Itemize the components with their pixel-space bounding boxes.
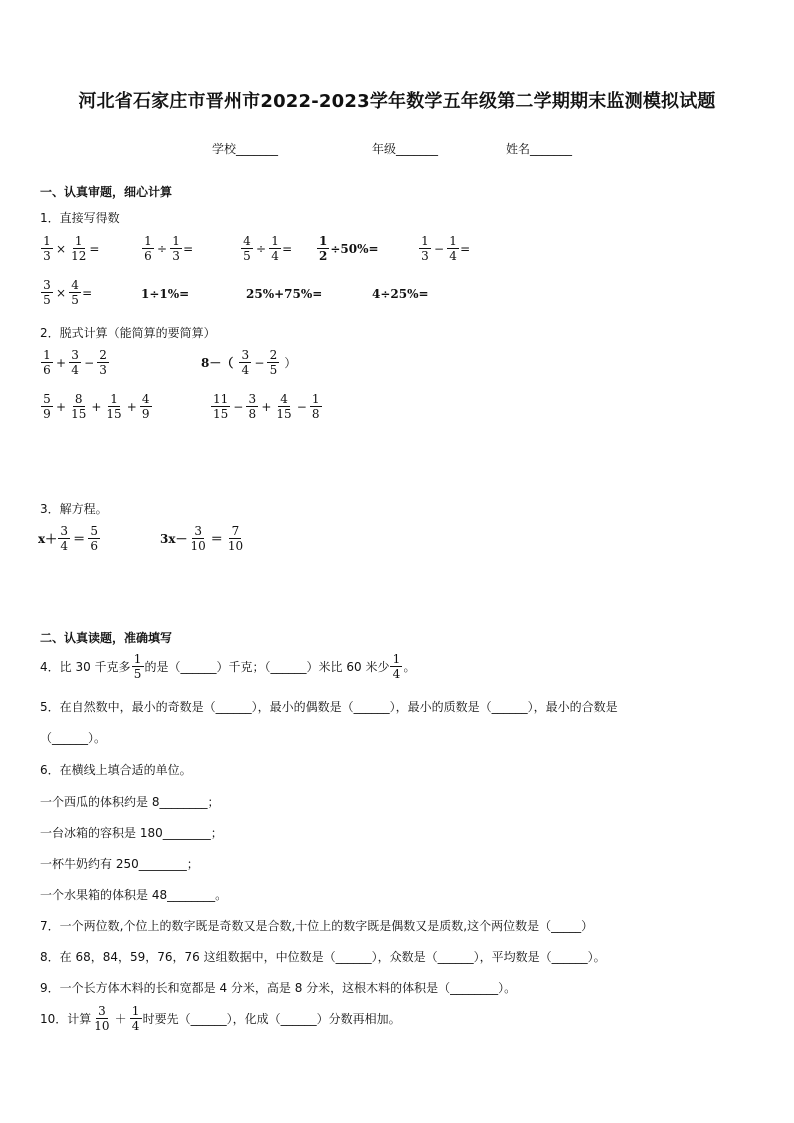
numerator: 1: [108, 392, 120, 407]
name-label: 姓名: [506, 142, 531, 156]
grade-field: [372, 140, 438, 157]
fraction: [140, 392, 152, 421]
plus-sign: +: [91, 399, 102, 414]
q10-text-2: 时要先（______），化成（______）分数再相加。: [142, 1012, 401, 1026]
numerator: 4: [278, 392, 290, 407]
numerator: 1: [419, 234, 431, 249]
q1-item-9: 4÷25%=: [372, 287, 429, 301]
fraction: [226, 524, 245, 553]
denominator: 4: [449, 249, 457, 263]
operator: −: [434, 241, 445, 256]
denominator: 12: [71, 249, 87, 263]
grade-label: 年级: [372, 142, 397, 156]
numerator: 2: [267, 348, 279, 363]
close-paren: ）: [284, 356, 297, 370]
name-blank: _______: [530, 142, 573, 156]
denominator: 5: [133, 667, 142, 681]
fraction: [132, 652, 144, 681]
fraction: [241, 234, 253, 263]
plus-sign: +: [56, 355, 67, 370]
denominator: 5: [43, 293, 51, 307]
operator: ×: [56, 241, 67, 256]
fraction: [189, 524, 208, 553]
numerator: 4: [140, 392, 152, 407]
equals: =: [460, 241, 471, 256]
equals: =: [282, 241, 293, 256]
fraction: [104, 392, 123, 421]
denominator: 15: [106, 407, 122, 421]
numerator: 7: [229, 524, 241, 539]
fraction: [310, 392, 322, 421]
equation-lead: x＋: [38, 532, 58, 546]
fraction: [419, 234, 431, 263]
fraction: [267, 348, 279, 377]
equals: =: [183, 241, 194, 256]
q1-label: 1．直接写得数: [40, 211, 120, 225]
minus-sign: −: [84, 355, 95, 370]
denominator: 4: [131, 1019, 140, 1033]
denominator: 9: [43, 407, 51, 421]
denominator: 15: [213, 407, 229, 421]
q1-item-6: [40, 278, 92, 307]
operator: ×: [56, 285, 67, 300]
denominator: 10: [94, 1019, 110, 1033]
q1-item-7: 1÷1%=: [141, 287, 190, 301]
fraction: [41, 278, 53, 307]
q5-line-2: （______）。: [40, 731, 107, 745]
fraction: [170, 234, 182, 263]
plus-sign: +: [56, 399, 67, 414]
numerator: 1: [269, 234, 281, 249]
denominator: 8: [248, 407, 257, 421]
q1-item-3: [240, 234, 292, 263]
numerator: 4: [69, 278, 81, 293]
numerator: 3: [69, 348, 81, 363]
q1-item-4: [316, 234, 379, 263]
numerator: 3: [246, 392, 258, 407]
equals: =: [82, 285, 93, 300]
name-field: [506, 140, 572, 157]
numerator: 1: [73, 234, 85, 249]
q4-text-3: 。: [403, 660, 416, 674]
denominator: 3: [172, 249, 180, 263]
fraction: [130, 1004, 142, 1033]
q3-equation-2: [160, 524, 246, 553]
q1-item-5: [418, 234, 470, 263]
numerator: 1: [41, 234, 53, 249]
denominator: 4: [60, 539, 68, 553]
equals: =: [89, 241, 100, 256]
numerator: 1: [310, 392, 322, 407]
denominator: 15: [276, 407, 292, 421]
equals-sign: ＝: [210, 532, 223, 546]
q1-item-1: [40, 234, 99, 263]
q10: [40, 1004, 401, 1033]
q6-label: 6．在横线上填合适的单位。: [40, 763, 192, 777]
fraction: [317, 234, 329, 263]
numerator: 1: [132, 652, 144, 667]
numerator: 1: [130, 1004, 142, 1019]
school-label: 学校: [212, 142, 237, 156]
operator: ÷: [256, 241, 267, 256]
q6-line-2: 一台冰箱的容积是 180________；: [40, 826, 223, 840]
q2-expr-2: [201, 348, 296, 377]
school-blank: _______: [236, 142, 279, 156]
numerator: 11: [213, 392, 229, 406]
fraction: [41, 348, 53, 377]
numerator: 3: [96, 1004, 108, 1019]
denominator: 4: [241, 363, 250, 377]
minus-sign: −: [296, 399, 307, 414]
plus-sign: +: [261, 399, 272, 414]
q2-label: 2．脱式计算（能简算的要简算）: [40, 326, 216, 340]
fraction: [92, 1004, 111, 1033]
numerator: 1: [170, 234, 182, 249]
operator: ÷: [157, 241, 168, 256]
fraction: [88, 524, 100, 553]
numerator: 1: [319, 234, 328, 248]
fraction: [239, 348, 251, 377]
q9: 9．一个长方体木料的长和宽都是 4 分米，高是 8 分米，这根木料的体积是（________）。: [40, 981, 517, 995]
q2-expr-4: [210, 392, 323, 421]
denominator: 6: [43, 363, 51, 377]
fraction: [41, 234, 53, 263]
denominator: 15: [71, 407, 87, 421]
numerator: 5: [88, 524, 100, 539]
denominator: 4: [392, 667, 401, 681]
numerator: 4: [241, 234, 253, 249]
grade-blank: _______: [396, 142, 439, 156]
denominator: 6: [90, 539, 98, 553]
q1-item-2: [141, 234, 193, 263]
denominator: 5: [243, 249, 251, 263]
numerator: 8: [73, 392, 85, 407]
numerator: 1: [447, 234, 459, 249]
fraction: [69, 234, 88, 263]
q5-line-1: 5．在自然数中，最小的奇数是（______），最小的偶数是（______），最小的质数是（______），最小的合数是: [40, 700, 618, 714]
operator: −: [254, 355, 265, 370]
fraction: [69, 278, 81, 307]
denominator: 4: [71, 363, 79, 377]
section1-heading: 一、认真审题，细心计算: [40, 185, 173, 199]
fraction: [142, 234, 154, 263]
fraction: [274, 392, 293, 421]
plus-sign: ＋: [114, 1012, 127, 1026]
q10-text-1: 10．计算: [40, 1012, 92, 1026]
numerator: 3: [192, 524, 204, 539]
q1-item-8: 25%+75%=: [246, 287, 323, 301]
q7: 7．一个两位数,个位上的数字既是奇数又是合数,十位上的数字既是偶数又是质数,这个两位数是（_____）: [40, 919, 594, 933]
school-field: [212, 140, 278, 157]
q6-line-1: 一个西瓜的体积约是 8________；: [40, 795, 220, 809]
numerator: 1: [390, 652, 402, 667]
q2-expr-3: [40, 392, 153, 421]
denominator: 2: [319, 249, 328, 263]
numerator: 3: [58, 524, 70, 539]
numerator: 3: [239, 348, 251, 363]
denominator: 6: [144, 249, 152, 263]
equals-sign: ＝: [73, 532, 86, 546]
q3-label: 3．解方程。: [40, 502, 108, 516]
numerator: 2: [97, 348, 109, 363]
section2-heading: 二、认真读题，准确填写: [40, 631, 173, 645]
plus-sign: +: [126, 399, 137, 414]
denominator: 5: [71, 293, 79, 307]
fraction: [447, 234, 459, 263]
fraction: [69, 392, 88, 421]
fraction: [269, 234, 281, 263]
fraction: [58, 524, 70, 553]
denominator: 3: [43, 249, 51, 263]
numerator: 5: [41, 392, 53, 407]
q4: [40, 652, 415, 681]
denominator: 10: [190, 539, 206, 553]
fraction: [211, 392, 230, 421]
q4-text-1: 4．比 30 千克多: [40, 660, 131, 674]
fraction: [246, 392, 258, 421]
page-title: 河北省石家庄市晋州市2022-2023学年数学五年级第二学期期末监测模拟试题: [78, 91, 716, 112]
fraction: [41, 392, 53, 421]
expression-tail: ÷50%=: [330, 241, 379, 256]
numerator: 3: [41, 278, 53, 293]
expression-lead: 8－（: [201, 356, 234, 370]
q4-text-2: 的是（______）千克；（______）米比 60 米少: [144, 660, 390, 674]
denominator: 5: [269, 363, 278, 377]
denominator: 9: [141, 407, 150, 421]
equation-lead: 3x－: [160, 532, 188, 546]
numerator: 1: [142, 234, 154, 249]
q3-equation-1: [38, 524, 101, 553]
fraction: [97, 348, 109, 377]
denominator: 10: [227, 539, 244, 553]
denominator: 4: [271, 249, 279, 263]
q8: 8．在 68，84，59，76，76 这组数据中，中位数是（______），众数是（______），平均数是（______）。: [40, 950, 606, 964]
fraction: [390, 652, 402, 681]
q6-line-4: 一个水果箱的体积是 48________。: [40, 888, 228, 902]
minus-sign: −: [233, 399, 244, 414]
numerator: 1: [41, 348, 53, 363]
fraction: [69, 348, 81, 377]
q6-line-3: 一杯牛奶约有 250________；: [40, 857, 199, 871]
q2-expr-1: [40, 348, 110, 377]
denominator: 8: [311, 407, 320, 421]
denominator: 3: [421, 249, 429, 263]
denominator: 3: [99, 363, 107, 377]
